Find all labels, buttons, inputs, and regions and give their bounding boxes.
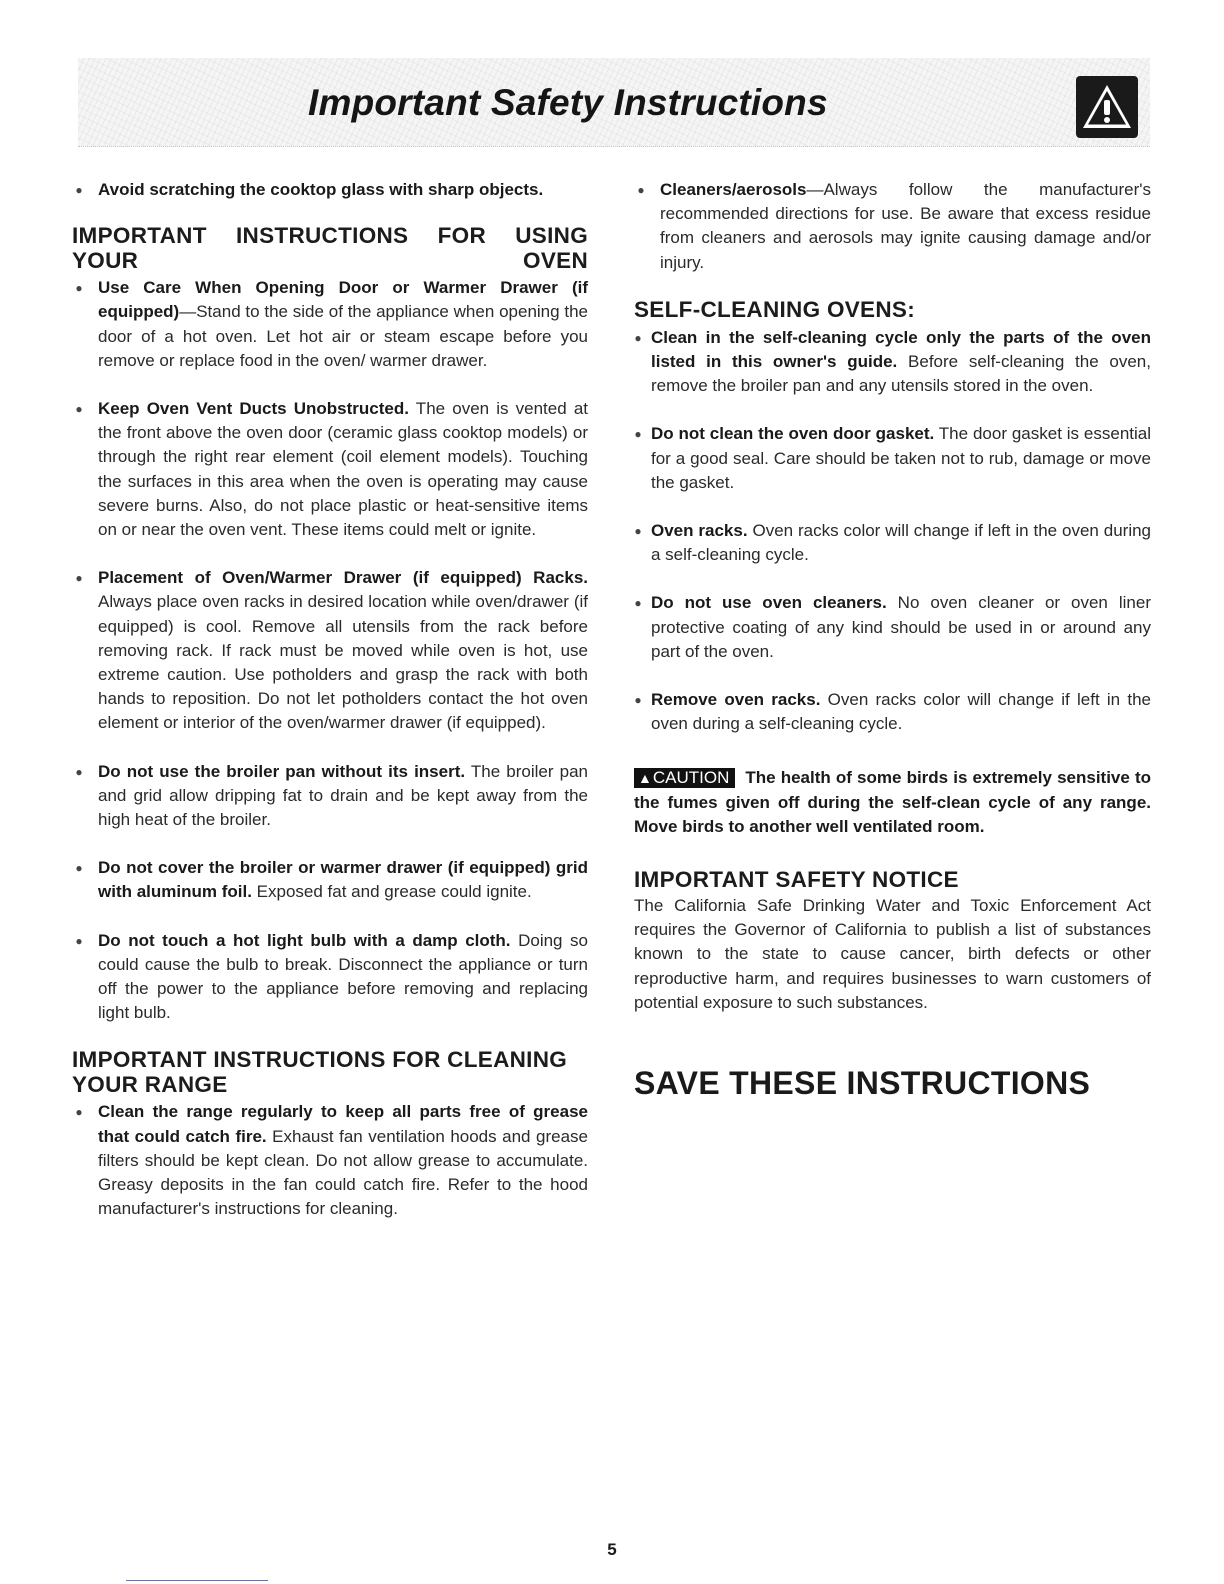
- list-item: ● Do not touch a hot light bulb with a damp cloth. Doing so could cause the bulb to break. Disconnect the appliance or turn off the power to the appliance before removing and replacing light bulb.: [72, 929, 588, 1026]
- bullet-icon: ●: [634, 330, 642, 345]
- page-title: Important Safety Instructions: [308, 82, 828, 123]
- section-heading-notice: IMPORTANT SAFETY NOTICE: [634, 867, 959, 893]
- list-item: ● Do not clean the oven door gasket. The door gasket is essential for a good seal. Care should be taken not to rub, damage or move the gasket.: [634, 424, 1152, 492]
- save-instructions-heading: SAVE THESE INSTRUCTIONS: [634, 1065, 1091, 1102]
- list-item: ● Do not use oven cleaners. No oven cleaner or oven liner protective coating of any kind should be used in or around any part of the oven.: [634, 593, 1151, 661]
- list-item: ● Oven racks. Oven racks color will change if left in the oven during a self-cleaning cycle.: [634, 521, 1152, 565]
- list-item: ● Use Care When Opening Door or Warmer Drawer (if equipped)—Stand to the side of the appliance when opening the door of a hot oven. Let hot air or steam escape before you remove or replace food in the oven/ warmer drawer.: [72, 276, 588, 373]
- list-item: [72, 178, 588, 202]
- notice-paragraph: The California Safe Drinking Water and Toxic Enforcement Act requires the Governor of California to publish a list of substances known to the state to cause cancer, birth defects or other reproductive harm, and requires businesses to warn customers of potential exposure to such substances.: [634, 896, 1151, 1012]
- header-banner: [78, 58, 1150, 147]
- section-heading-self-cleaning: SELF-CLEANING OVENS:: [634, 296, 916, 322]
- bullet-icon: ●: [634, 524, 642, 539]
- bullet-icon: ●: [75, 861, 83, 876]
- bullet-icon: ●: [75, 571, 83, 586]
- list-item: ● Do not use the broiler pan without its insert. The broiler pan and grid allow dripping fat to drain and be kept away from the high heat of the broiler.: [72, 760, 588, 833]
- footer-rule: [126, 1580, 268, 1581]
- caution-badge: ▲CAUTION: [634, 768, 735, 788]
- bullet-icon: ●: [75, 281, 83, 296]
- caution-paragraph: ▲CAUTION The health of some birds is extremely sensitive to the fumes given off during the self-clean cycle of any range. Move birds to another well ventilated room.: [634, 768, 1151, 836]
- section-heading-oven: IMPORTANT INSTRUCTIONS FOR USING YOUR OVEN: [72, 223, 588, 274]
- bullet-icon: ●: [634, 693, 642, 708]
- list-item: ● Clean the range regularly to keep all parts free of grease that could catch fire. Exhaust fan ventilation hoods and grease filters should be kept clean. Do not allow grease to accumulate. Greasy deposits in the fan could catch fire. Refer to the hood manufacturer's instructions for cleaning.: [72, 1100, 588, 1221]
- list-item: ● Keep Oven Vent Ducts Unobstructed. The oven is vented at the front above the oven door (ceramic glass cooktop models) or through the right rear element (coil element models). Touching the surfaces in this area when the oven is operating may cause severe burns. Also, do not place plastic or heat-sensitive items on or near the oven vent. These items could melt or ignite.: [72, 397, 588, 542]
- bullet-icon: ●: [634, 596, 642, 611]
- list-item: ● Clean in the self-cleaning cycle only the parts of the oven listed in this owner's guide. Before self-cleaning the oven, remove the broiler pan and any utensils stored in the oven.: [634, 327, 1151, 396]
- list-item: ● Cleaners/aerosols—Always follow the manufacturer's recommended directions for use. Be aware that excess residue from cleaners and aerosols may ignite causing damage and/or injury.: [634, 178, 1151, 275]
- caution-triangle-icon: ▲: [638, 770, 652, 787]
- right-column: [634, 178, 1152, 1102]
- bullet-icon: ●: [75, 402, 83, 417]
- section-heading-cleaning: IMPORTANT INSTRUCTIONS FOR CLEANING YOUR RANGE: [72, 1047, 568, 1098]
- warning-triangle-icon: [1076, 76, 1138, 138]
- bullet-icon: ●: [75, 933, 83, 948]
- bullet-icon: ●: [637, 183, 645, 197]
- bullet-text: Avoid scratching the cooktop glass with sharp objects.: [98, 180, 544, 199]
- bullet-icon: ●: [75, 1105, 83, 1120]
- bullet-icon: ●: [75, 183, 83, 197]
- left-column: [72, 178, 588, 1222]
- list-item: ● Remove oven racks. Oven racks color will change if left in the oven during a self-cleaning cycle.: [634, 690, 1152, 734]
- page-number: 5: [607, 1540, 617, 1559]
- list-item: ● Do not cover the broiler or warmer drawer (if equipped) grid with aluminum foil. Exposed fat and grease could ignite.: [72, 856, 588, 904]
- bullet-icon: ●: [75, 764, 83, 779]
- bullet-icon: ●: [634, 427, 642, 442]
- list-item: ● Placement of Oven/Warmer Drawer (if equipped) Racks. Always place oven racks in desired location while oven/drawer (if equipped) is cool. Remove all utensils from the rack before removing rack. If rack must be moved while oven is hot, use extreme caution. Use potholders and grasp the rack with both hands to reposition. Do not let potholders contact the hot oven element or interior of the oven/warmer drawer (if equipped).: [72, 566, 588, 735]
